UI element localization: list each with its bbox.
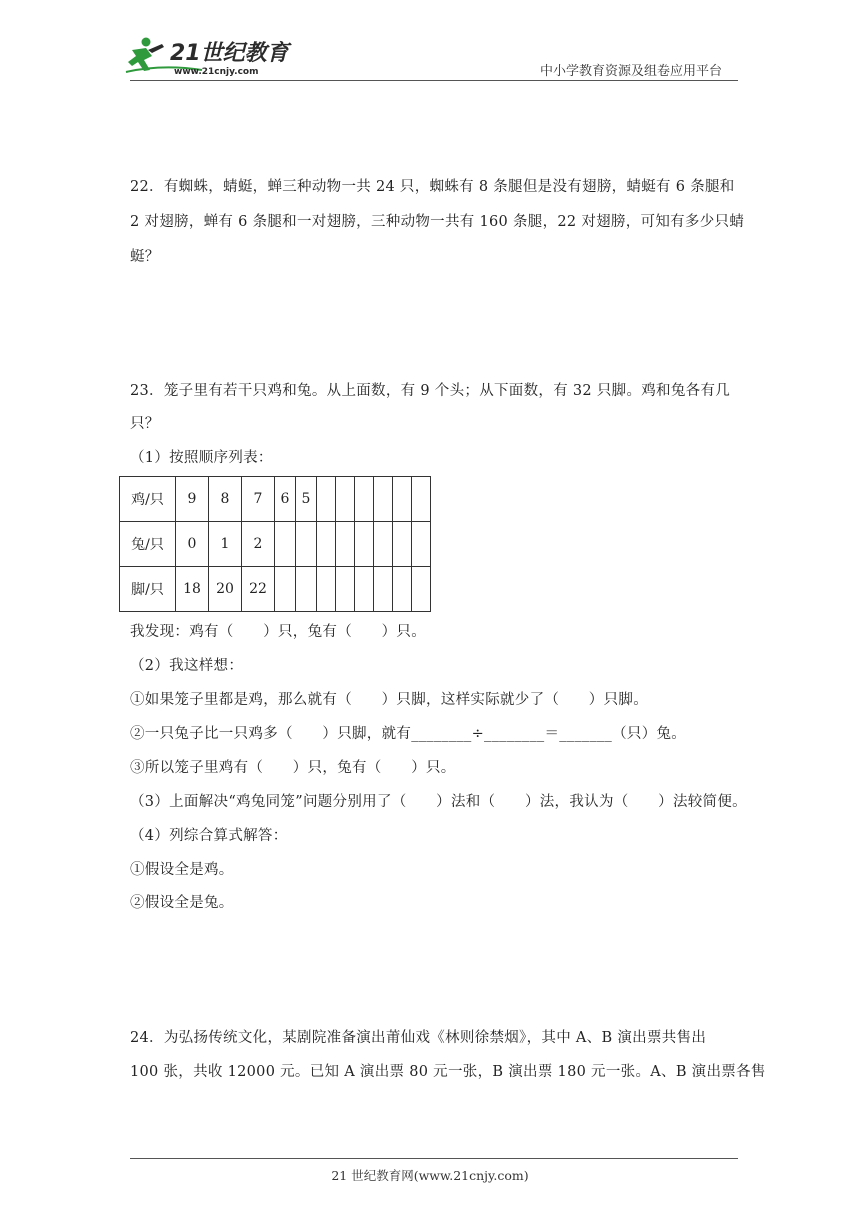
- table-cell: 8: [209, 477, 242, 522]
- table-cell: [355, 477, 374, 522]
- table-cell: 22: [242, 567, 275, 612]
- table-cell: 0: [176, 522, 209, 567]
- chicken-rabbit-table: [119, 476, 431, 612]
- q23-think-1: ①如果笼子里都是鸡，那么就有（ ）只脚，这样实际就少了（ ）只脚。: [130, 692, 648, 708]
- q24-line-1: 24．为弘扬传统文化，某剧院准备演出莆仙戏《林则徐禁烟》，其中 A、B 演出票共售出: [130, 1030, 707, 1046]
- table-cell: [412, 567, 431, 612]
- q23-line-1: 23．笼子里有若干只鸡和兔。从上面数，有 9 个头；从下面数，有 32 只脚。鸡和兔各有几: [130, 383, 731, 399]
- footer-link[interactable]: 21 世纪教育网(www.21cnjy.com): [331, 1168, 529, 1183]
- q23-part2-label: （2）我这样想：: [130, 658, 244, 674]
- table-cell: [412, 522, 431, 567]
- q23-think-2: ②一只兔子比一只鸡多（ ）只脚，就有________÷________＝_______（只）兔。: [130, 726, 687, 742]
- q22-line-1: 22．有蜘蛛，蜻蜓，蝉三种动物一共 24 只，蜘蛛有 8 条腿但是没有翅膀，蜻蜓有 6 条腿和: [130, 179, 735, 195]
- table-cell: [374, 567, 393, 612]
- site-logo: [122, 34, 292, 78]
- table-cell: [355, 522, 374, 567]
- q23-part3: （3）上面解决“鸡兔同笼”问题分别用了（ ）法和（ ）法，我认为（ ）法较简便。: [130, 794, 747, 810]
- q23-assume-1: ①假设全是鸡。: [130, 862, 234, 878]
- table-cell: [296, 567, 317, 612]
- header-divider: [130, 80, 738, 81]
- table-cell: 9: [176, 477, 209, 522]
- table-cell: 6: [275, 477, 296, 522]
- table-cell: [374, 522, 393, 567]
- table-cell: [412, 477, 431, 522]
- table-cell: [317, 477, 336, 522]
- table-cell: 7: [242, 477, 275, 522]
- header-platform-text: 中小学教育资源及组卷应用平台: [540, 64, 723, 79]
- table-cell: [275, 522, 296, 567]
- table-cell: 2: [242, 522, 275, 567]
- table-cell: 5: [296, 477, 317, 522]
- table-cell: [317, 567, 336, 612]
- q24-line-2: 100 张，共收 12000 元。已知 A 演出票 80 元一张，B 演出票 180 元一张。A、B 演出票各售: [130, 1064, 766, 1080]
- table-cell: [336, 522, 355, 567]
- table-cell: 18: [176, 567, 209, 612]
- footer-divider: [130, 1158, 738, 1159]
- table-row-label: 脚/只: [120, 567, 176, 612]
- table-cell: 1: [209, 522, 242, 567]
- table-row-label: 鸡/只: [120, 477, 176, 522]
- table-cell: [374, 477, 393, 522]
- logo-url-text: www.21cnjy.com: [174, 67, 259, 77]
- q23-discover: 我发现：鸡有（ ）只，兔有（ ）只。: [130, 624, 426, 640]
- table-cell: [393, 522, 412, 567]
- q22-line-3: 蜓？: [130, 249, 160, 265]
- table-row-chicken: [120, 477, 431, 522]
- logo-main-text: 21世纪教育: [170, 41, 289, 66]
- q23-line-2: 只？: [130, 416, 160, 432]
- table-cell: [355, 567, 374, 612]
- q23-part4-label: （4）列综合算式解答：: [130, 828, 288, 844]
- table-row-feet: [120, 567, 431, 612]
- table-cell: [336, 567, 355, 612]
- q22-line-2: 2 对翅膀，蝉有 6 条腿和一对翅膀，三种动物一共有 160 条腿，22 对翅膀，可知有多少只蜻: [130, 214, 745, 230]
- table-row-label: 兔/只: [120, 522, 176, 567]
- table-cell: [275, 567, 296, 612]
- table-cell: [296, 522, 317, 567]
- table-cell: [393, 477, 412, 522]
- table-row-rabbit: [120, 522, 431, 567]
- q23-part1-label: （1）按照顺序列表：: [130, 450, 273, 466]
- q23-assume-2: ②假设全是兔。: [130, 895, 234, 911]
- table-cell: [393, 567, 412, 612]
- runner-logo-icon: [122, 34, 292, 78]
- q23-think-3: ③所以笼子里鸡有（ ）只，兔有（ ）只。: [130, 760, 456, 776]
- table-cell: [317, 522, 336, 567]
- table-cell: 20: [209, 567, 242, 612]
- table-cell: [336, 477, 355, 522]
